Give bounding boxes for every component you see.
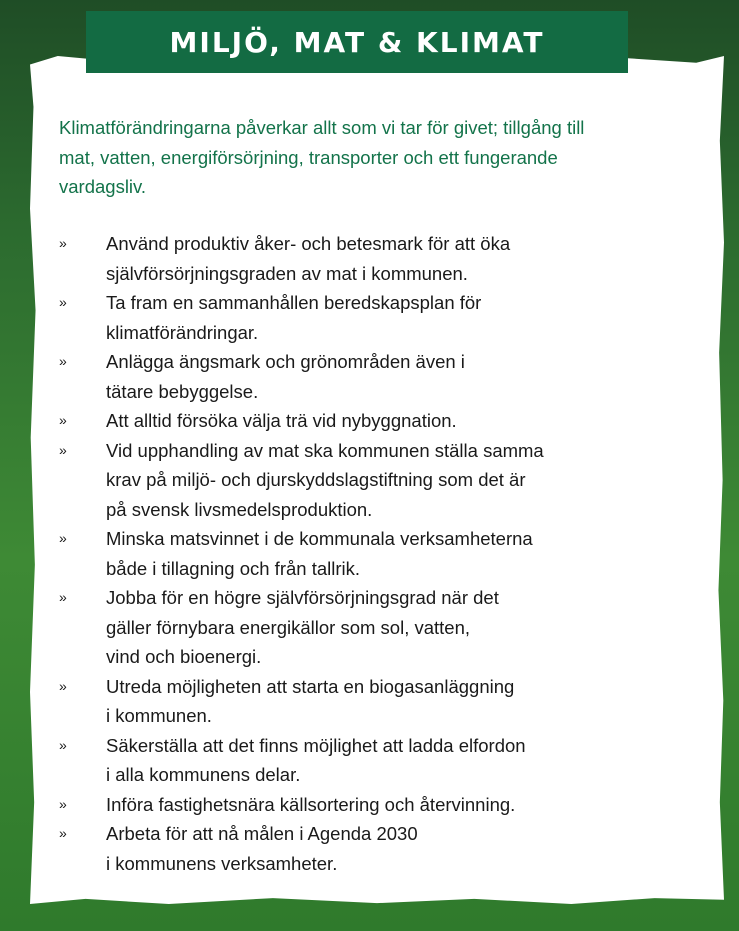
list-item-text: Anlägga ängsmark och grönområden även i tätare bebyggelse. [106,351,465,402]
bullet-icon: » [59,294,67,310]
bullet-icon: » [59,412,67,428]
bullet-icon: » [59,589,67,605]
list-item [59,406,659,436]
bullet-icon: » [59,677,67,694]
bullet-icon: » [59,736,67,753]
bullet-icon: » [59,795,67,812]
list-item [59,672,659,731]
policy-list [59,229,659,878]
page-title: MILJÖ, MAT & KLIMAT [169,25,545,59]
list-item-text: Använd produktiv åker- och betesmark för att öka självförsörjningsgraden av mat i kommunen. [106,233,511,284]
intro-text: Klimatförändringarna påverkar allt som vi tar för givet; tillgång till mat, vatten, energiförsörjning, transporter och ett fungerande vardagsliv. [59,117,585,197]
list-item-text: Utreda möjligheten att starta en biogasanläggning i kommunen. [106,675,515,726]
bullet-icon: » [59,441,67,458]
bullet-icon: » [59,825,67,841]
title-banner [86,11,628,73]
list-item-text: Säkerställa att det finns möjlighet att ladda elfordon i alla kommunens delar. [106,734,526,785]
list-item-text: Ta fram en sammanhållen beredskapsplan för klimatförändringar. [106,292,482,343]
bullet-icon: » [59,353,67,369]
list-item [59,790,659,820]
list-item-text: Minska matsvinnet i de kommunala verksamheterna både i tillagning och från tallrik. [106,528,533,579]
list-item [59,436,659,525]
list-item-text: Vid upphandling av mat ska kommunen ställa samma krav på miljö- och djurskyddslagstiftning som det är på svensk livsmedelsproduktion. [106,439,544,520]
list-item [59,288,659,347]
list-item [59,524,659,583]
bullet-icon: » [59,235,67,251]
bullet-icon: » [59,530,67,546]
list-item [59,229,659,288]
list-item-text: Arbeta för att nå målen i Agenda 2030 i kommunens verksamheter. [106,823,418,874]
list-item-text: Att alltid försöka välja trä vid nybyggnation. [106,410,457,431]
list-item [59,731,659,790]
list-item-text: Införa fastighetsnära källsortering och återvinning. [106,793,516,815]
list-item-text: Jobba för en högre självförsörjningsgrad när det gäller förnybara energikällor som sol, vatten, vind och bioenergi. [106,587,499,667]
list-item [59,347,659,406]
list-item [59,819,659,878]
list-item [59,583,659,672]
